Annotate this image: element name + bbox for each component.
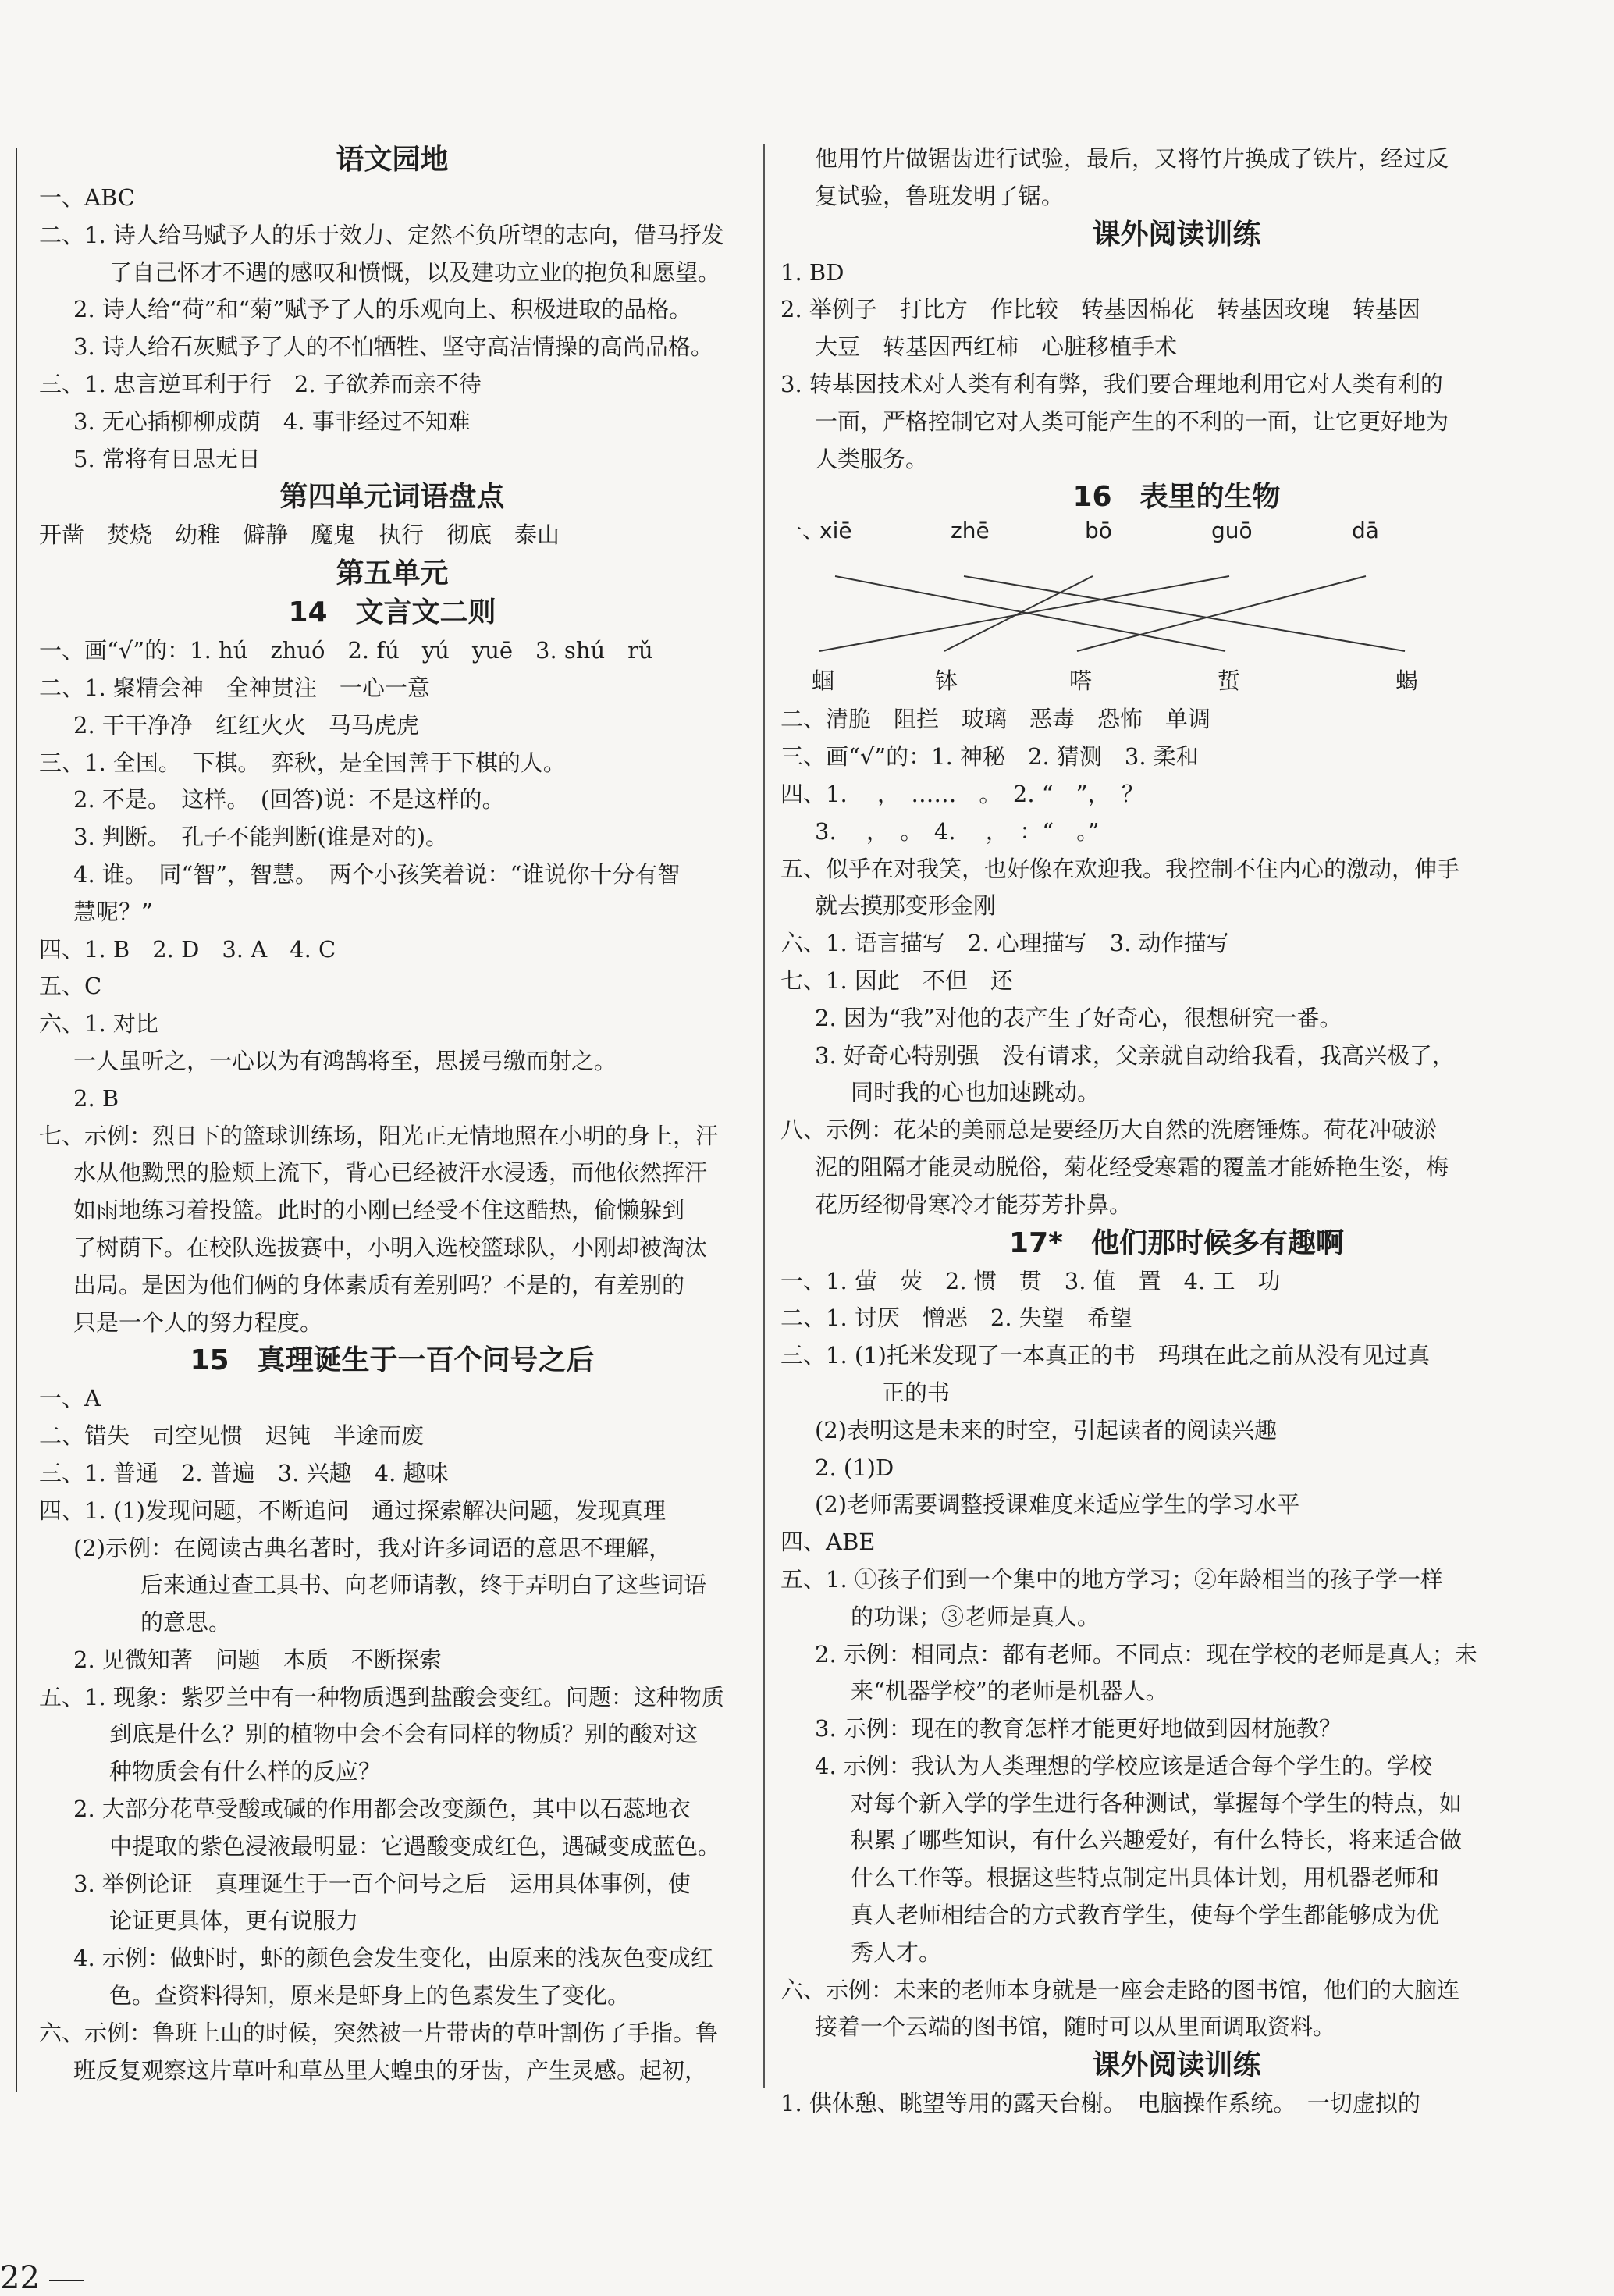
answer-line: 六、示例：未来的老师本身就是一座会走路的图书馆，他们的大脑连 [780,1976,1460,2003]
answer-line: 二、错失 司空见惯 迟钝 半途而废 [39,1422,425,1450]
answer-line: 一、画“√”的：1. hú zhuó 2. fú yú yuē 3. shú rǔ [39,637,653,664]
answer-line: 什么工作等。根据这些特点制定出具体计划，用机器老师和 [851,1864,1440,1892]
answer-line: 1. 供休憩、眺望等用的露天台榭。 电脑操作系统。 一切虚拟的 [780,2090,1420,2117]
answer-line: 的意思。 [140,1609,232,1636]
section-yuwen-yuandi [39,180,745,478]
answer-line: 四、1. (1)发现问题，不断追问 通过探索解决问题，发现真理 [39,1497,666,1524]
left-margin-rule [16,148,17,2092]
answer-line: 5. 常将有日思无日 [73,445,261,472]
answer-line: 三、1. 全国。 下棋。 弈秋，是全国善于下棋的人。 [39,749,566,776]
answer-line: 的功课；③老师是真人。 [851,1603,1100,1630]
answer-line: 同时我的心也加速跳动。 [851,1079,1100,1106]
answer-line: 2. 因为“我”对他的表产生了好奇心，很想研究一番。 [815,1004,1342,1031]
pinyin-da: dā [1352,518,1379,544]
section-title-unit4-vocab: 第四单元词语盘点 [279,481,505,514]
lesson-title-14: 14 文言文二则 [288,596,496,629]
answer-line: 四、ABE [780,1529,876,1556]
answer-line: 水从他黝黑的脸颊上流下，背心已经被汗水浸透，而他依然挥汗 [73,1159,708,1187]
answer-line: 二、1. 聚精会神 全神贯注 一心一意 [39,674,430,701]
answer-line: 一、ABC [39,184,135,211]
match-line [1077,576,1366,651]
answer-line: 二、1. 讨厌 憎恶 2. 失望 希望 [780,1305,1132,1332]
pinyin-xie: xiē [819,518,852,544]
answer-line: 2. 不是。 这样。 (回答)说：不是这样的。 [73,786,505,813]
pinyin-guo: guō [1211,518,1253,544]
answer-line: 三、1. (1)托米发现了一本真正的书 玛琪在此之前从没有见过真 [780,1342,1430,1369]
char-2: 钵 [935,667,958,695]
answer-line: 3. ， 。 4. ， ：“ 。” [815,817,1100,845]
answer-line: 他用竹片做锯齿进行试验，最后，又将竹片换成了铁片，经过反 [815,145,1449,172]
answer-line: 3. 好奇心特别强 没有请求，父亲就自动给我看，我高兴极了， [815,1041,1455,1069]
answer-line: 六、1. 对比 [39,1010,158,1038]
answer-line: 开凿 焚烧 幼稚 僻静 魔鬼 执行 彻底 泰山 [39,521,560,549]
section-lesson-16 [780,701,1573,1223]
answer-line: 五、1. 现象：紫罗兰中有一种物质遇到盐酸会变红。问题：这种物质 [39,1683,724,1710]
page-footer [0,2260,84,2296]
answer-line: 了树荫下。在校队选拔赛中，小明入选校篮球队，小刚却被淘汰 [73,1233,708,1261]
answer-line: 真人老师相结合的方式教育学生，使每个学生都能够成为优 [851,1902,1440,1929]
answer-line: 3. 示例：现在的教育怎样才能更好地做到因材施教？ [815,1715,1342,1742]
answer-line: 三、1. 普通 2. 普遍 3. 兴趣 4. 趣味 [39,1459,449,1486]
answer-line: 2. 诗人给“荷”和“菊”赋予了人的乐观向上、积极进取的品格。 [73,296,692,323]
answer-line: 六、示例：鲁班上山的时候，突然被一片带齿的草叶割伤了手指。鲁 [39,2019,719,2046]
answer-line: 就去摸那变形金刚 [815,892,997,920]
answer-line: 只是一个人的努力程度。 [73,1308,323,1336]
section-lesson-15-continued [780,141,1573,215]
answer-line: 色。查资料得知，原来是虾身上的色素发生了变化。 [109,1982,631,2009]
answer-line: 秀人才。 [851,1938,942,1966]
answer-line: 了自己怀才不遇的感叹和愤慨，以及建功立业的抱负和愿望。 [109,258,721,286]
matching-lines [780,573,1483,659]
answer-line: 七、1. 因此 不但 还 [780,966,1013,994]
answer-line: 三、画“√”的：1. 神秘 2. 猜测 3. 柔和 [780,743,1199,771]
char-5: 蝎 [1395,667,1419,695]
answer-line: 五、似乎在对我笑，也好像在欢迎我。我控制不住内心的激动，伸手 [780,855,1460,882]
answer-line: 4. 示例：做虾时，虾的颜色会发生变化，由原来的浅灰色变成红 [73,1945,713,1972]
footer-dash [49,2280,84,2281]
answer-line: 班反复观察这片草叶和草丛里大蝗虫的牙齿，产生灵感。起初， [73,2056,708,2084]
pinyin-zhe: zhē [951,518,990,544]
answer-line: 七、示例：烈日下的篮球训练场，阳光正无情地照在小明的身上，汗 [39,1122,719,1149]
answer-line: 积累了哪些知识，有什么兴趣爱好，有什么特长，将来适合做 [851,1827,1463,1854]
answer-line: 如雨地练习着投篮。此时的小刚已经受不住这酷热，偷懒躲到 [73,1197,685,1224]
character-row [780,659,1573,701]
answer-line: 八、示例：花朵的美丽总是要经历大自然的洗磨锤炼。荷花冲破淤 [780,1116,1438,1144]
answer-line: 中提取的紫色浸液最明显：它遇酸变成红色，遇碱变成蓝色。 [109,1832,721,1860]
column-divider [763,144,765,2088]
answer-line: 2. 示例：相同点：都有老师。不同点：现在学校的老师是真人；未 [815,1640,1477,1668]
answer-line: 出局。是因为他们俩的身体素质有差别吗？不是的，有差别的 [73,1271,685,1298]
answer-line: 3. 转基因技术对人类有利有弊，我们要合理地利用它对人类有利的 [780,370,1443,397]
answer-line: 4. 示例：我认为人类理想的学校应该是适合每个学生的。学校 [815,1752,1432,1779]
section-title-extra-reading: 课外阅读训练 [1092,218,1261,251]
right-column [780,141,1573,2123]
answer-line: 二、1. 诗人给马赋予人的乐于效力、定然不负所望的志向，借马抒发 [39,221,724,248]
answer-line: 后来通过查工具书、向老师请教，终于弄明白了这些词语 [140,1572,707,1599]
answer-line: 人类服务。 [815,445,929,472]
answer-line: 一、1. 萤 荧 2. 惯 贯 3. 值 置 4. 工 功 [780,1267,1281,1294]
char-4: 蜇 [1218,667,1241,695]
answer-line: (2)表明这是未来的时空，引起读者的阅读兴趣 [815,1416,1278,1443]
section-extra-reading-1 [780,255,1573,479]
answer-line: 2. 见微知著 问题 本质 不断探索 [73,1646,442,1673]
answer-line: 慧呢？” [73,898,153,925]
lesson-title-16: 16 表里的生物 [1072,481,1281,514]
answer-line: (2)示例：在阅读古典名著时，我对许多词语的意思不理解， [73,1534,672,1561]
section-lesson-15 [39,1380,745,2089]
answer-line: 一面，严格控制它对人类可能产生的不利的一面，让它更好地为 [815,408,1449,435]
answer-line: 论证更具体，更有说服力 [109,1907,359,1935]
answer-line: 2. 举例子 打比方 作比较 转基因棉花 转基因玫瑰 转基因 [780,296,1420,323]
answer-line: 来“机器学校”的老师是机器人。 [851,1678,1168,1705]
answer-line: 到底是什么？别的植物中会不会有同样的物质？别的酸对这 [109,1721,699,1748]
answer-line: 泥的阻隔才能灵动脱俗，菊花经受寒霜的覆盖才能娇艳生姿，梅 [815,1153,1449,1180]
answer-line: 一、A [39,1385,101,1412]
left-column [39,141,745,2089]
answer-line: 3. 诗人给石灰赋予了人的不怕牺牲、坚守高洁情操的高尚品格。 [73,333,713,361]
answer-line: 三、1. 忠言逆耳利于行 2. 子欲养而亲不待 [39,370,482,397]
answer-line: 对每个新入学的学生进行各种测试，掌握每个学生的特点，如 [851,1789,1463,1817]
answer-line: 4. 谁。 同“智”，智慧。 两个小孩笑着说：“谁说你十分有智 [73,860,681,888]
answer-line: 接着一个云端的图书馆，随时可以从里面调取资料。 [815,2013,1336,2041]
page-number: 22 [0,2260,40,2296]
answer-line: 种物质会有什么样的反应？ [109,1758,382,1785]
char-3: 嗒 [1069,667,1093,695]
answer-line: 五、1. ①孩子们到一个集中的地方学习；②年龄相当的孩子学一样 [780,1565,1443,1593]
unit-title-5: 第五单元 [336,557,449,590]
section-title-yuwen-yuandi: 语文园地 [336,144,449,176]
answer-line: 复试验，鲁班发明了锯。 [815,182,1065,209]
lesson-title-17: 17* 他们那时候多有趣啊 [1009,1226,1344,1259]
answer-line: 2. B [73,1084,119,1112]
pinyin-row [780,517,1573,573]
answer-line: 四、1. ， …… 。 2. “ ”， ？ [780,780,1144,807]
answer-line: 一人虽听之，一心以为有鸿鹄将至，思援弓缴而射之。 [73,1047,617,1074]
answer-line: 四、1. B 2. D 3. A 4. C [39,935,336,963]
answer-line: 六、1. 语言描写 2. 心理描写 3. 动作描写 [780,930,1229,957]
answer-line: 2. 大部分花草受酸或碱的作用都会改变颜色，其中以石蕊地衣 [73,1796,691,1823]
answer-line: 正的书 [882,1379,951,1406]
answer-line: 3. 无心插柳柳成荫 4. 事非经过不知难 [73,408,471,435]
section-lesson-17 [780,1263,1573,2047]
answer-line: 花历经彻骨寒冷才能芬芳扑鼻。 [815,1191,1132,1218]
answer-line: 大豆 转基因西红柿 心脏移植手术 [815,333,1178,361]
answer-line: 五、C [39,973,102,1000]
answer-line: 二、清脆 阻拦 玻璃 恶毒 恐怖 单调 [780,706,1211,733]
char-1: 蝈 [812,667,835,695]
match-line [944,576,1093,651]
answer-line: 1. BD [780,258,844,286]
pinyin-bo: bō [1085,518,1112,544]
pinyin-lead: 一、 [780,518,825,544]
answer-line: 2. (1)D [815,1454,894,1481]
answer-line: (2)老师需要调整授课难度来适应学生的学习水平 [815,1491,1300,1518]
lesson-title-15: 15 真理诞生于一百个问号之后 [190,1344,595,1377]
answer-line: 3. 判断。 孔子不能判断(谁是对的)。 [73,824,449,851]
section-title-extra-reading-2: 课外阅读训练 [1092,2049,1261,2082]
answer-line: 2. 干干净净 红红火火 马马虎虎 [73,711,419,739]
section-lesson-14 [39,632,745,1341]
answer-line: 3. 举例论证 真理诞生于一百个问号之后 运用具体事例，使 [73,1870,691,1897]
